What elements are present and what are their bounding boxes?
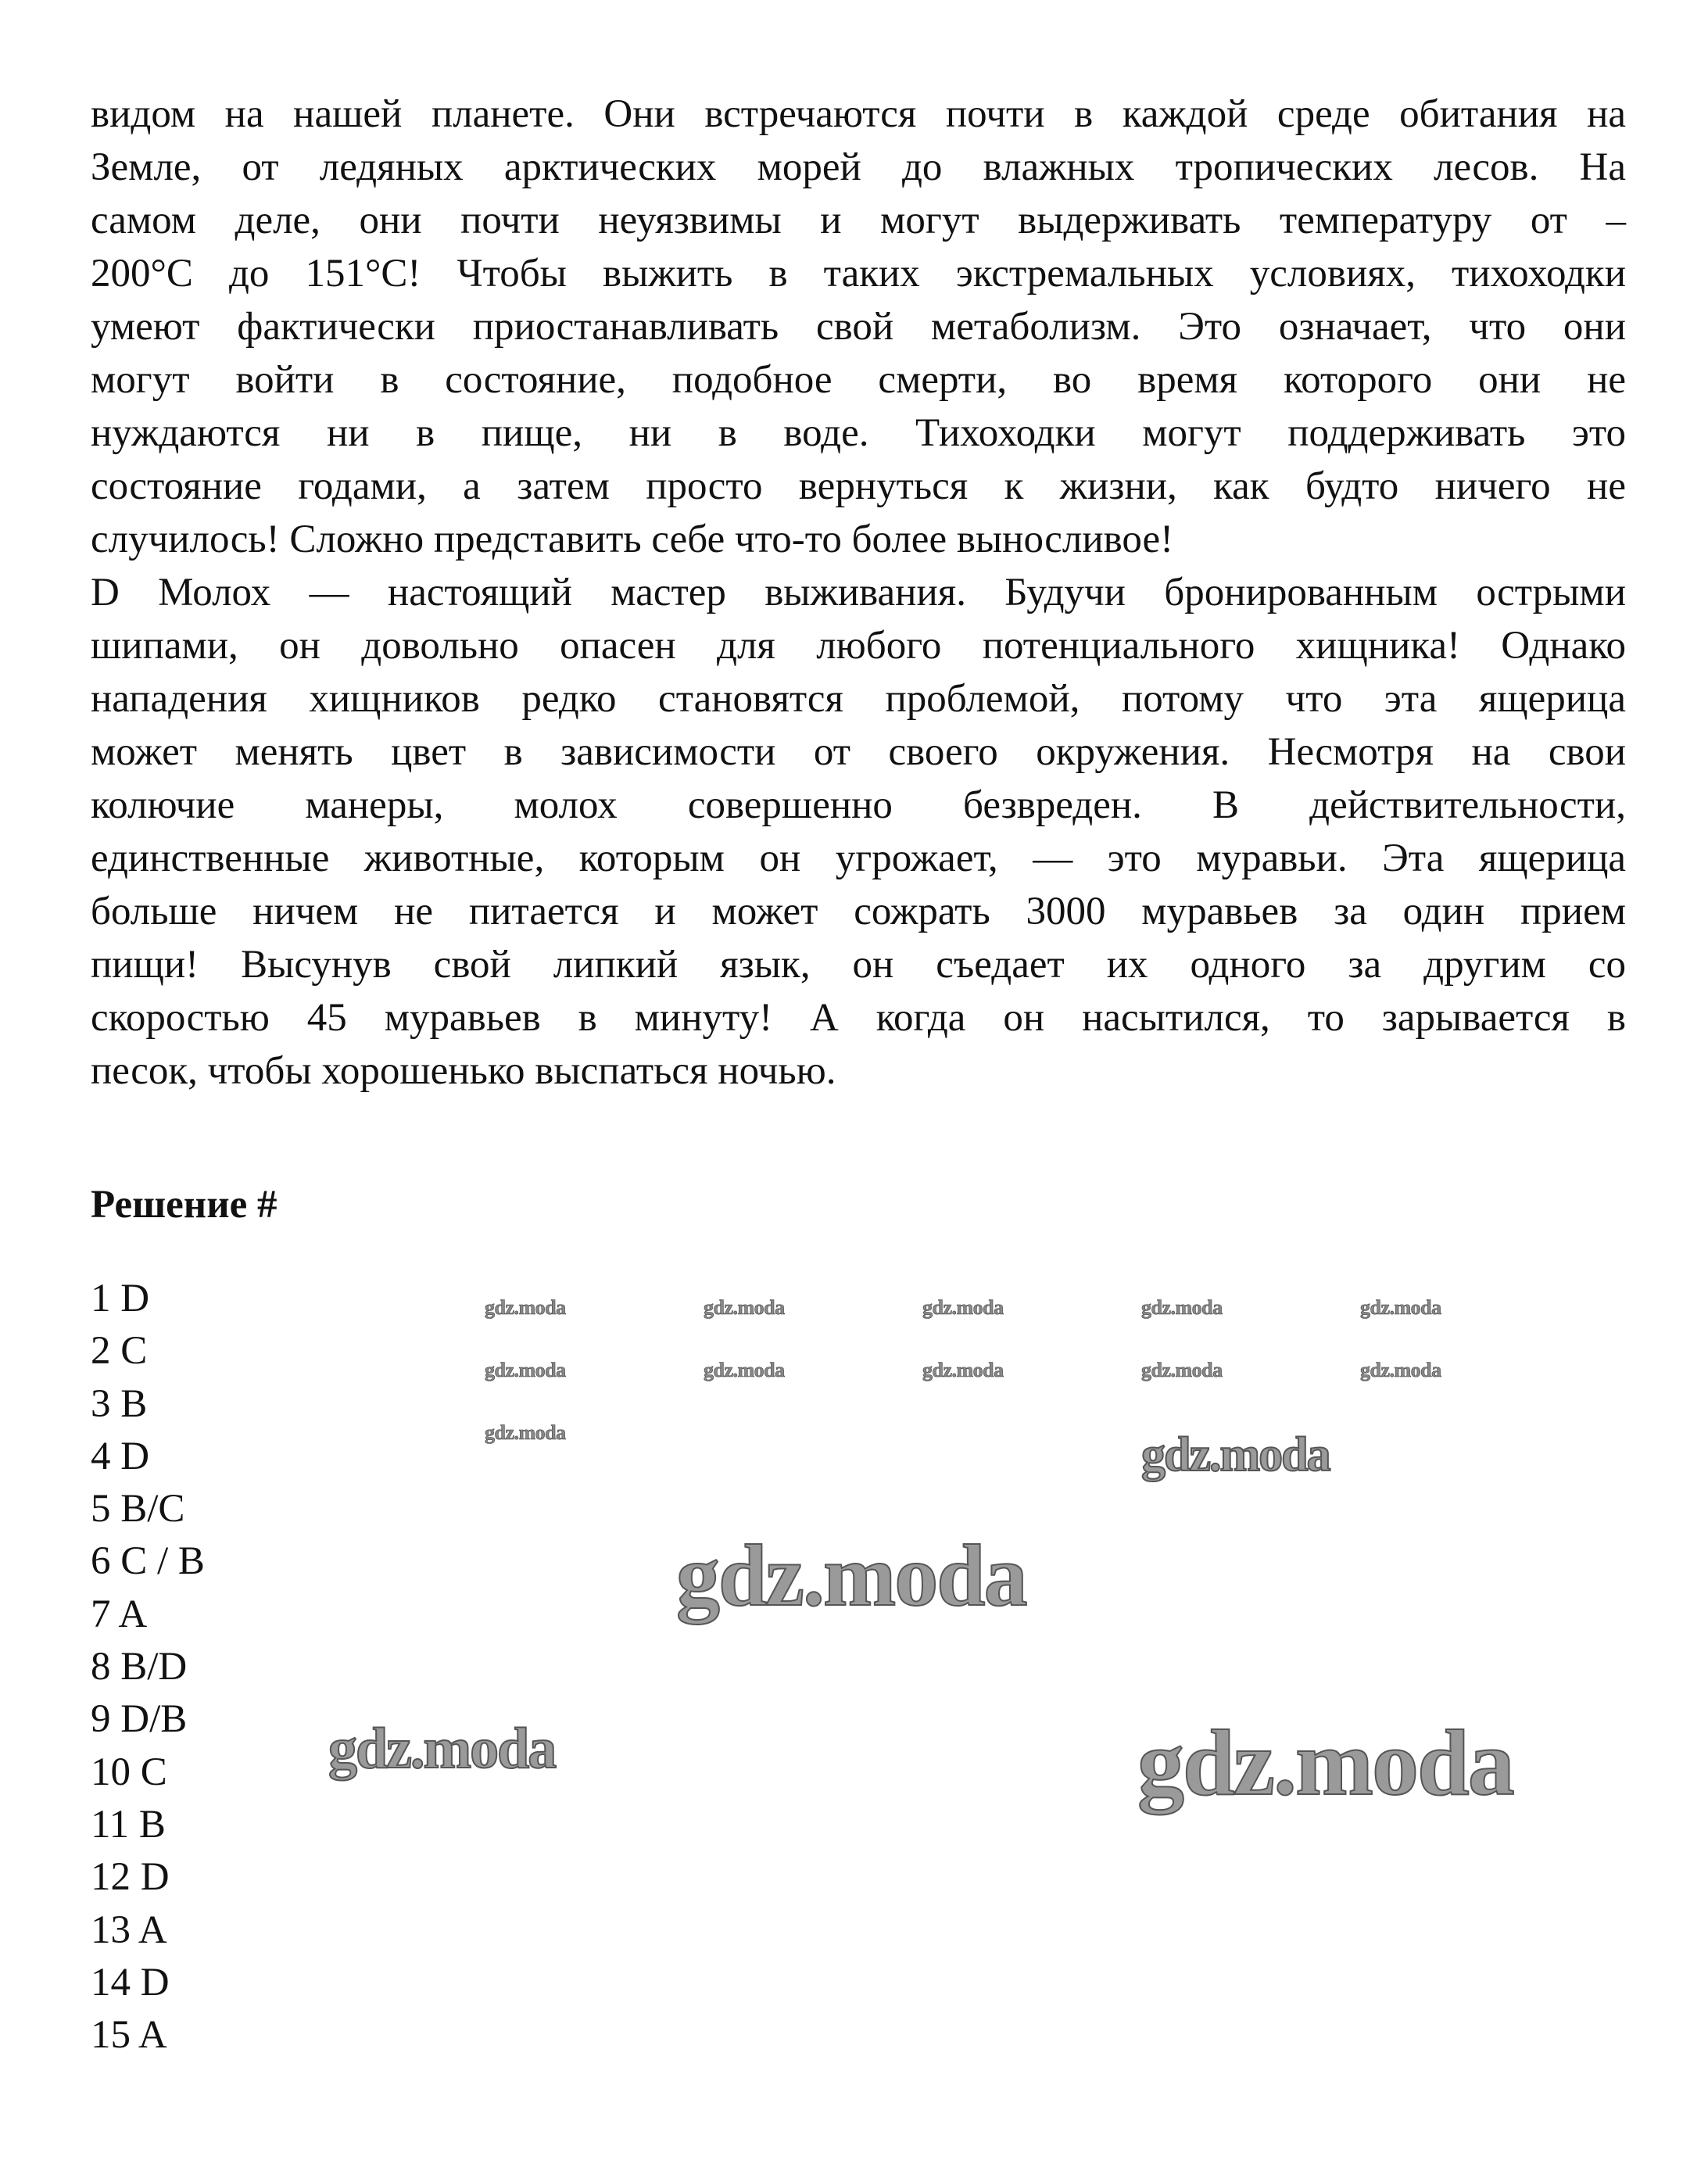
- text-line: случилось! Сложно представить себе что-то более выносливое!: [91, 518, 1174, 561]
- answer-item: 1 D: [91, 1277, 150, 1320]
- paragraph-tardigrades: [91, 88, 1626, 566]
- watermark: gdz.moda: [704, 1359, 785, 1381]
- text-line: Земле, от ледяных арктических морей до влажных тропических лесов. На: [91, 145, 1626, 189]
- text-line: самом деле, они почти неуязвимы и могут выдерживать температуру от –: [91, 199, 1626, 242]
- watermark: gdz.moda: [676, 1528, 1026, 1625]
- answer-item: 8 B/D: [91, 1645, 188, 1689]
- text-line: 200°C до 151°C! Чтобы выжить в таких экстремальных условиях, тихоходки: [91, 252, 1626, 296]
- answer-item: 9 D/B: [91, 1697, 188, 1742]
- watermark: gdz.moda: [1141, 1428, 1330, 1481]
- text-line: шипами, он довольно опасен для любого потенциального хищника! Однако: [91, 624, 1626, 668]
- watermark: gdz.moda: [922, 1296, 1004, 1319]
- text-line: больше ничем не питается и может сожрать 3000 муравьев за один прием: [91, 890, 1626, 933]
- answer-item: 14 D: [91, 1960, 170, 2004]
- watermark: gdz.moda: [485, 1296, 566, 1319]
- watermark: gdz.moda: [1137, 1711, 1513, 1814]
- answer-item: 2 C: [91, 1329, 148, 1374]
- text-line: песок, чтобы хорошенько выспаться ночью.: [91, 1049, 836, 1093]
- watermark: gdz.moda: [1141, 1296, 1223, 1319]
- text-line: нападения хищников редко становятся проблемой, потому что эта ящерица: [91, 677, 1626, 721]
- text-line: нуждаются ни в пище, ни в воде. Тихоходки могут поддерживать это: [91, 411, 1626, 455]
- answer-item: 7 A: [91, 1592, 148, 1636]
- watermark: gdz.moda: [704, 1296, 785, 1319]
- answer-item: 6 C / B: [91, 1539, 205, 1584]
- text-line: D Молох — настоящий мастер выживания. Будучи бронированным острыми: [91, 571, 1626, 614]
- answer-item: 11 B: [91, 1802, 166, 1847]
- article-text: [91, 88, 1626, 1098]
- text-line: состояние годами, а затем просто вернуться к жизни, как будто ничего не: [91, 464, 1626, 508]
- watermark: gdz.moda: [1360, 1296, 1441, 1319]
- text-line: колючие манеры, молох совершенно безвреден. В действительности,: [91, 783, 1626, 827]
- answer-item: 10 C: [91, 1750, 167, 1794]
- paragraph-moloch: [91, 566, 1626, 1098]
- text-line: единственные животные, которым он угрожает, — это муравьи. Эта ящерица: [91, 836, 1626, 880]
- text-line: скоростью 45 муравьев в минуту! А когда он насытился, то зарывается в: [91, 996, 1626, 1040]
- text-line: могут войти в состояние, подобное смерти, во время которого они не: [91, 358, 1626, 402]
- watermark: gdz.moda: [1141, 1359, 1223, 1381]
- answer-item: 5 B/C: [91, 1487, 185, 1531]
- answer-item: 3 B: [91, 1381, 148, 1426]
- answer-item: 12 D: [91, 1855, 170, 1900]
- answer-item: 15 A: [91, 2013, 167, 2058]
- answer-list: [91, 1273, 205, 2062]
- text-line: может менять цвет в зависимости от своего окружения. Несмотря на свои: [91, 730, 1626, 774]
- answer-item: 4 D: [91, 1434, 150, 1478]
- watermark: gdz.moda: [485, 1359, 566, 1381]
- watermark: gdz.moda: [1360, 1359, 1441, 1381]
- watermark: gdz.moda: [922, 1359, 1004, 1381]
- watermark: gdz.moda: [328, 1717, 556, 1781]
- text-line: видом на нашей планете. Они встречаются почти в каждой среде обитания на: [91, 92, 1626, 136]
- solution-heading: Решение #: [91, 1183, 278, 1227]
- watermark: gdz.moda: [485, 1421, 566, 1444]
- text-line: пищи! Высунув свой липкий язык, он съедает их одного за другим со: [91, 943, 1626, 987]
- answer-item: 13 A: [91, 1908, 167, 1952]
- text-line: умеют фактически приостанавливать свой метаболизм. Это означает, что они: [91, 305, 1626, 349]
